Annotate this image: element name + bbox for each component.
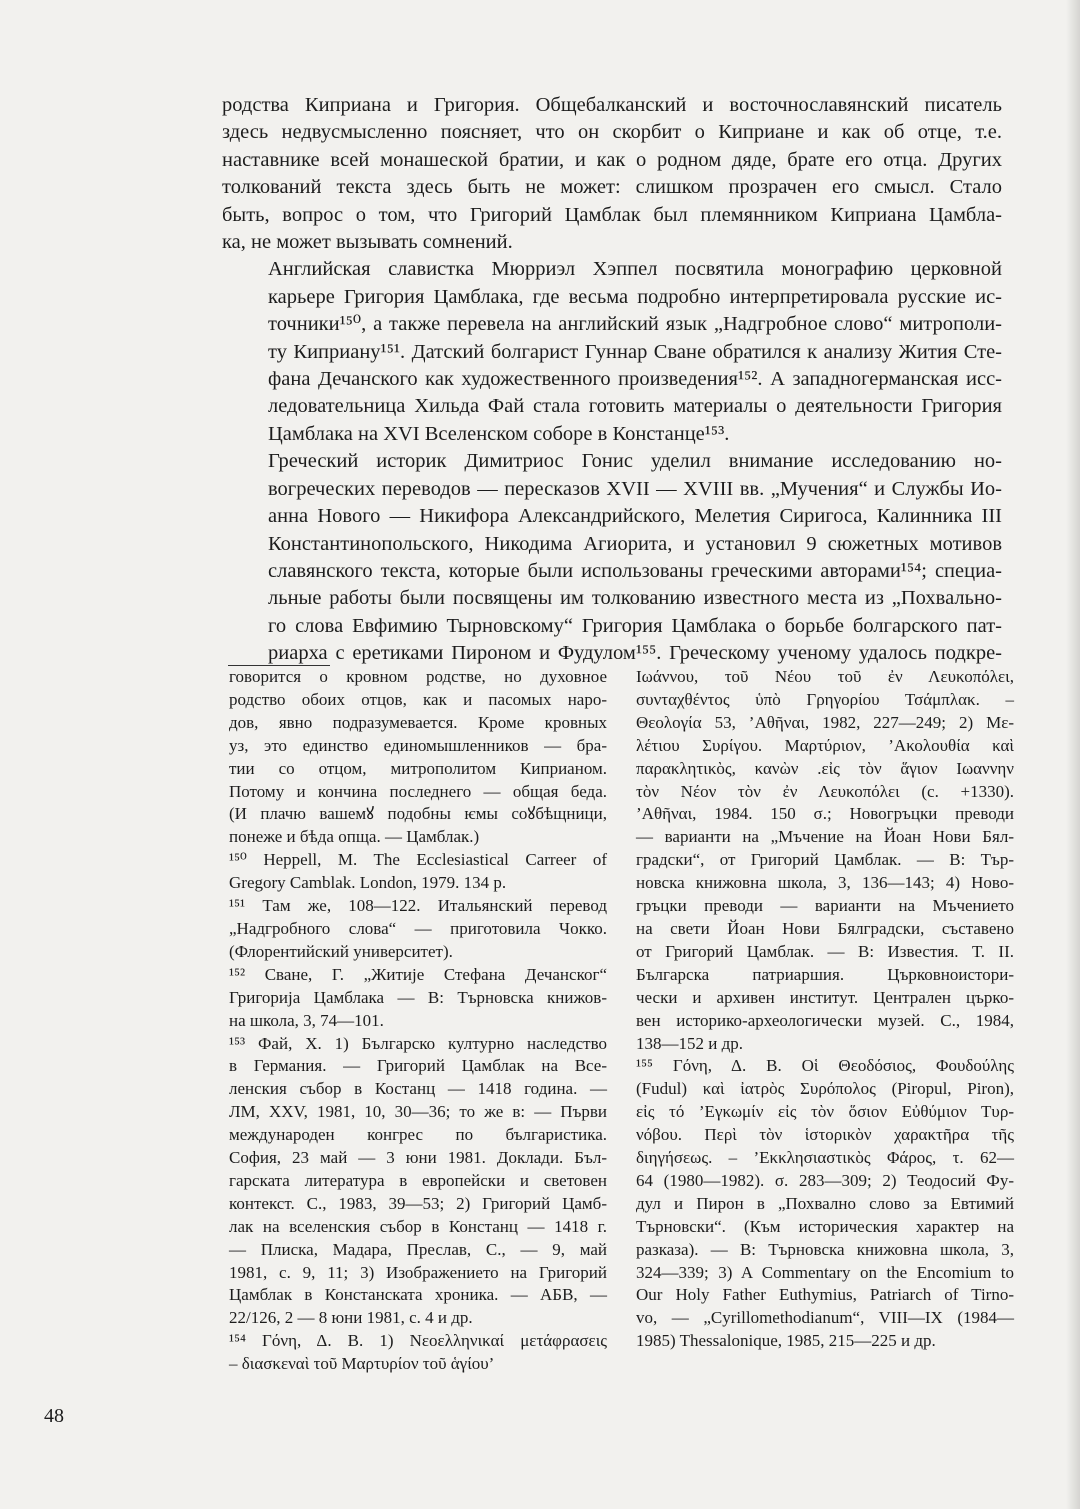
footnote-line: градски“, от Григорий Цамблак. — В: Тър- (636, 850, 1014, 870)
footnote-line: ¹⁵⁵ Γόνη, Δ. Β. Οἱ Θεοδόσιος, Φουδούλης (636, 1056, 1014, 1076)
footnote-line: νόβου. Περὶ τὸν ἱστορικὸν χαρακτῆρα τῆς (636, 1125, 1014, 1145)
text-line: анна Нового — Никифора Александрийского, Мелетия Сиригоса, Калинника III (268, 505, 1002, 528)
paragraph-2 (222, 256, 1002, 448)
text-line: Английская славистка Мюрриэл Хэппел посвятила монографию церковной (268, 258, 1002, 281)
footnote-line: гарската литература в европейски и световен (229, 1170, 607, 1190)
footnotes-right-column (636, 666, 1014, 1353)
footnote-line: от Григорий Цамблак. — В: Известия. Т. II. (636, 941, 1014, 961)
footnote-line: на школа, 3, 74—101. (229, 1010, 384, 1030)
footnote-line: ¹⁵² Сване, Г. „Житије Стефана Дечанског“ (229, 964, 607, 984)
footnote-line: vo, — „Cyrillomethodianum“, VIII—IX (1984— (636, 1308, 1014, 1328)
footnote-line: (И плачю вашемꙋ подобны ѥмы соꙋбѣщници, (229, 804, 607, 824)
footnote-line: вен историко-археологически музей. С., 1984, (636, 1010, 1014, 1030)
footnote-line: на свети Йоан Нови Бялградски, съставено (636, 918, 1014, 938)
text-line: наставнике всей монашеской братии, и как о родном дяде, брате его отца. Других (222, 148, 1002, 171)
text-line: го слова Евфимию Тырновскому“ Григория Цамблака о борьбе болгарского пат- (268, 614, 1002, 637)
footnote-line: (Fudul) καὶ ἰατρὸς Συρόπολος (Piropul, Piron), (636, 1079, 1014, 1099)
footnote-line: гръцки преводи — варианти на Мъчението (636, 896, 1014, 916)
footnote-line: 1981, с. 9, 11; 3) Изображението на Григорий (229, 1262, 607, 1282)
footnotes-left-column (229, 666, 607, 1376)
footnote-line: — варианти на „Мъчение на Йоан Нови Бял- (636, 827, 1014, 847)
footnote-line: понеже и бѣда опща. — Цамблак.) (229, 827, 480, 847)
text-line: вогреческих переводов — пересказов XVII — XVIII вв. „Мучения“ и Службы Ио- (268, 477, 1002, 500)
text-line: ту Киприану¹⁵¹. Датский болгарист Гуннар Сване обратился к анализу Жития Сте- (268, 340, 1002, 363)
text-line: риарха с еретиками Пироном и Фудулом¹⁵⁵. Греческому ученому удалось подкре- (268, 642, 1002, 665)
text-line: точники¹⁵⁰, а также перевела на английский язык „Надгробное слово“ митрополи- (268, 313, 1002, 336)
footnote-line: говорится о кровном родстве, но духовное (229, 667, 607, 686)
page-number: 48 (44, 1405, 64, 1427)
footnote-line: международен конгрес по българистика. (229, 1125, 607, 1145)
footnote-line: дов, явно подразумевается. Кроме кровных (229, 712, 607, 732)
footnote-line: ¹⁵⁰ Heppell, M. The Ecclesiastical Carreer of (229, 850, 607, 870)
footnote-line: родство обоих отцов, как и пасомых наро- (229, 689, 607, 709)
footnote-line: Gregory Camblak. London, 1979. 134 p. (229, 873, 507, 893)
footnote-line: 22/126, 2 — 8 юни 1981, с. 4 и др. (229, 1308, 473, 1328)
footnote-line: тии со отцом, митрополитом Киприаном. (229, 758, 607, 778)
footnote-line: в Германия. — Григорий Цамблак на Все- (229, 1056, 607, 1076)
footnote-line: „Надгробного слова“ — приготовила Чокко. (229, 918, 607, 938)
footnote-line: новска книжовна школа, 3, 136—143; 4) Ново- (636, 873, 1014, 893)
text-line: толкований текста здесь быть не может: слишком прозрачен его смысл. Стало (222, 176, 1002, 199)
text-line: родства Киприана и Григория. Общебалканский и восточнославянский писатель (222, 94, 1002, 116)
footnote-line: συνταχθέντος ὑπὸ Γρηγορίου Τσάμπλακ. – (636, 689, 1014, 709)
footnote-line: ¹⁵⁴ Γόνη, Δ. Β. 1) Νεοελληνικαί μετάφρασεις (229, 1331, 607, 1351)
footnote-line: 324—339; 3) A Commentary on the Encomium to (636, 1262, 1014, 1282)
paragraph-3 (222, 448, 1002, 667)
footnote-line: разказа). — В: Търновска книжовна школа, 3, (636, 1239, 1014, 1259)
footnote-line: чески и архивен институт. Централен църко- (636, 987, 1014, 1007)
footnote-line: Θεολογία 53, ’Αθῆναι, 1982, 227—249; 2) Με- (636, 712, 1014, 732)
page-edge-shadow (1066, 0, 1080, 1509)
footnote-line: 64 (1980—1982). σ. 283—309; 2) Теодосий Фу- (636, 1170, 1014, 1190)
footnote-line: Ιωάννου, τοῦ Νέου τοῦ ἐν Λευκοπόλει, (636, 667, 1014, 686)
footnote-line: ¹⁵¹ Там же, 108—122. Итальянский перевод (229, 896, 607, 916)
footnote-line: ленския събор в Костанц — 1418 година. — (229, 1079, 607, 1099)
text-line: фана Дечанского как художественного произведения¹⁵². А западногерманская исс- (268, 368, 1002, 391)
footnote-line: – διασκεναὶ τοῦ Μαρτυρίον τοῦ ἁγίου’ (229, 1354, 495, 1374)
text-line: славянского текста, которые были использованы греческими авторами¹⁵⁴; специа- (268, 559, 1002, 582)
footnote-line: София, 23 май — 3 юни 1981. Доклади. Бъл- (229, 1148, 607, 1168)
text-line: Греческий историк Димитриос Гонис уделил внимание исследованию но- (268, 450, 1002, 473)
text-line: быть, вопрос о том, что Григорий Цамблак был племянником Киприана Цамбла- (222, 203, 1002, 226)
footnote-line: διηγήσεως. – ’Εκκλησιαστικὸς Φάρος, τ. 62— (636, 1148, 1014, 1168)
footnote-line: λέτιου Συρίγου. Μαρτύριον, ’Ακολουθία καὶ (636, 735, 1014, 755)
footnote-line: — Плиска, Мадара, Преслав, С., — 9, май (229, 1239, 607, 1259)
footnote-line: Българска патриаршия. Църковноистори- (636, 964, 1014, 984)
footnote-line: Григорија Цамблака — В: Търновска книжов- (229, 987, 607, 1007)
footnote-line: Потому и кончина последнего — общая беда. (229, 781, 607, 801)
footnote-line: εἰς τό ’Εγκωμίν εἰς τὸν ὅσιον Εὐθύμιον Τυρ- (636, 1102, 1014, 1122)
text-line: ледовательница Хильда Фай стала готовить материалы о деятельности Григория (268, 395, 1002, 418)
footnote-line: Our Holy Father Euthymius, Patriarch of Tirno- (636, 1285, 1014, 1305)
footnote-line: контекст. С., 1983, 39—53; 2) Григорий Цамб- (229, 1193, 607, 1213)
text-line: карьере Григория Цамблака, где весьма подробно интерпретировала русские ис- (268, 285, 1002, 308)
text-line: Константинопольского, Никодима Агиорита, и установил 9 сюжетных мотивов (268, 532, 1002, 555)
footnote-line: 1985) Thessalonique, 1985, 215—225 и др. (636, 1331, 936, 1351)
main-text (222, 92, 1002, 668)
text-line: льные работы были посвящены им толкованию известного места из „Похвально- (268, 587, 1002, 610)
footnote-line: Търновски“. (Към историческия характер на (636, 1216, 1014, 1236)
footnote-line: ЛМ, XXV, 1981, 10, 30—36; то же в: — Първи (229, 1102, 607, 1122)
text-line: Цамблака на XVI Вселенском соборе в Констанце¹⁵³. (268, 422, 730, 445)
paragraph-1 (222, 92, 1002, 256)
footnote-line: ’Αθῆναι, 1984. 150 σ.; Новогръцки преводи (636, 804, 1014, 824)
footnote-line: дул и Пирон в „Похвално слово за Евтимий (636, 1193, 1014, 1213)
text-line: здесь недвусмысленно поясняет, что он скорбит о Киприане и как об отце, т.е. (222, 121, 1002, 144)
footnote-line: Цамблак в Констанската хроника. — АБВ, — (229, 1285, 607, 1305)
footnote-line: (Флорентийский университет). (229, 941, 453, 961)
footnote-line: лак на вселенския събор в Констанц — 1418 г. (229, 1216, 607, 1236)
footnote-line: τὸν Νέον τὸν ἐν Λευκοπόλει (c. +1330). (636, 781, 1014, 801)
footnote-line: παρακλητικὸς, κανὼν .εἰς τὸν ἅγιον Ιωαννην (636, 758, 1014, 778)
text-line: ка, не может вызывать сомнений. (222, 231, 513, 254)
footnote-line: 138—152 и др. (636, 1033, 743, 1053)
footnote-line: уз, это единство единомышленников — бра- (229, 735, 607, 755)
footnote-line: ¹⁵³ Фай, Х. 1) Българско културно наследство (229, 1033, 607, 1053)
